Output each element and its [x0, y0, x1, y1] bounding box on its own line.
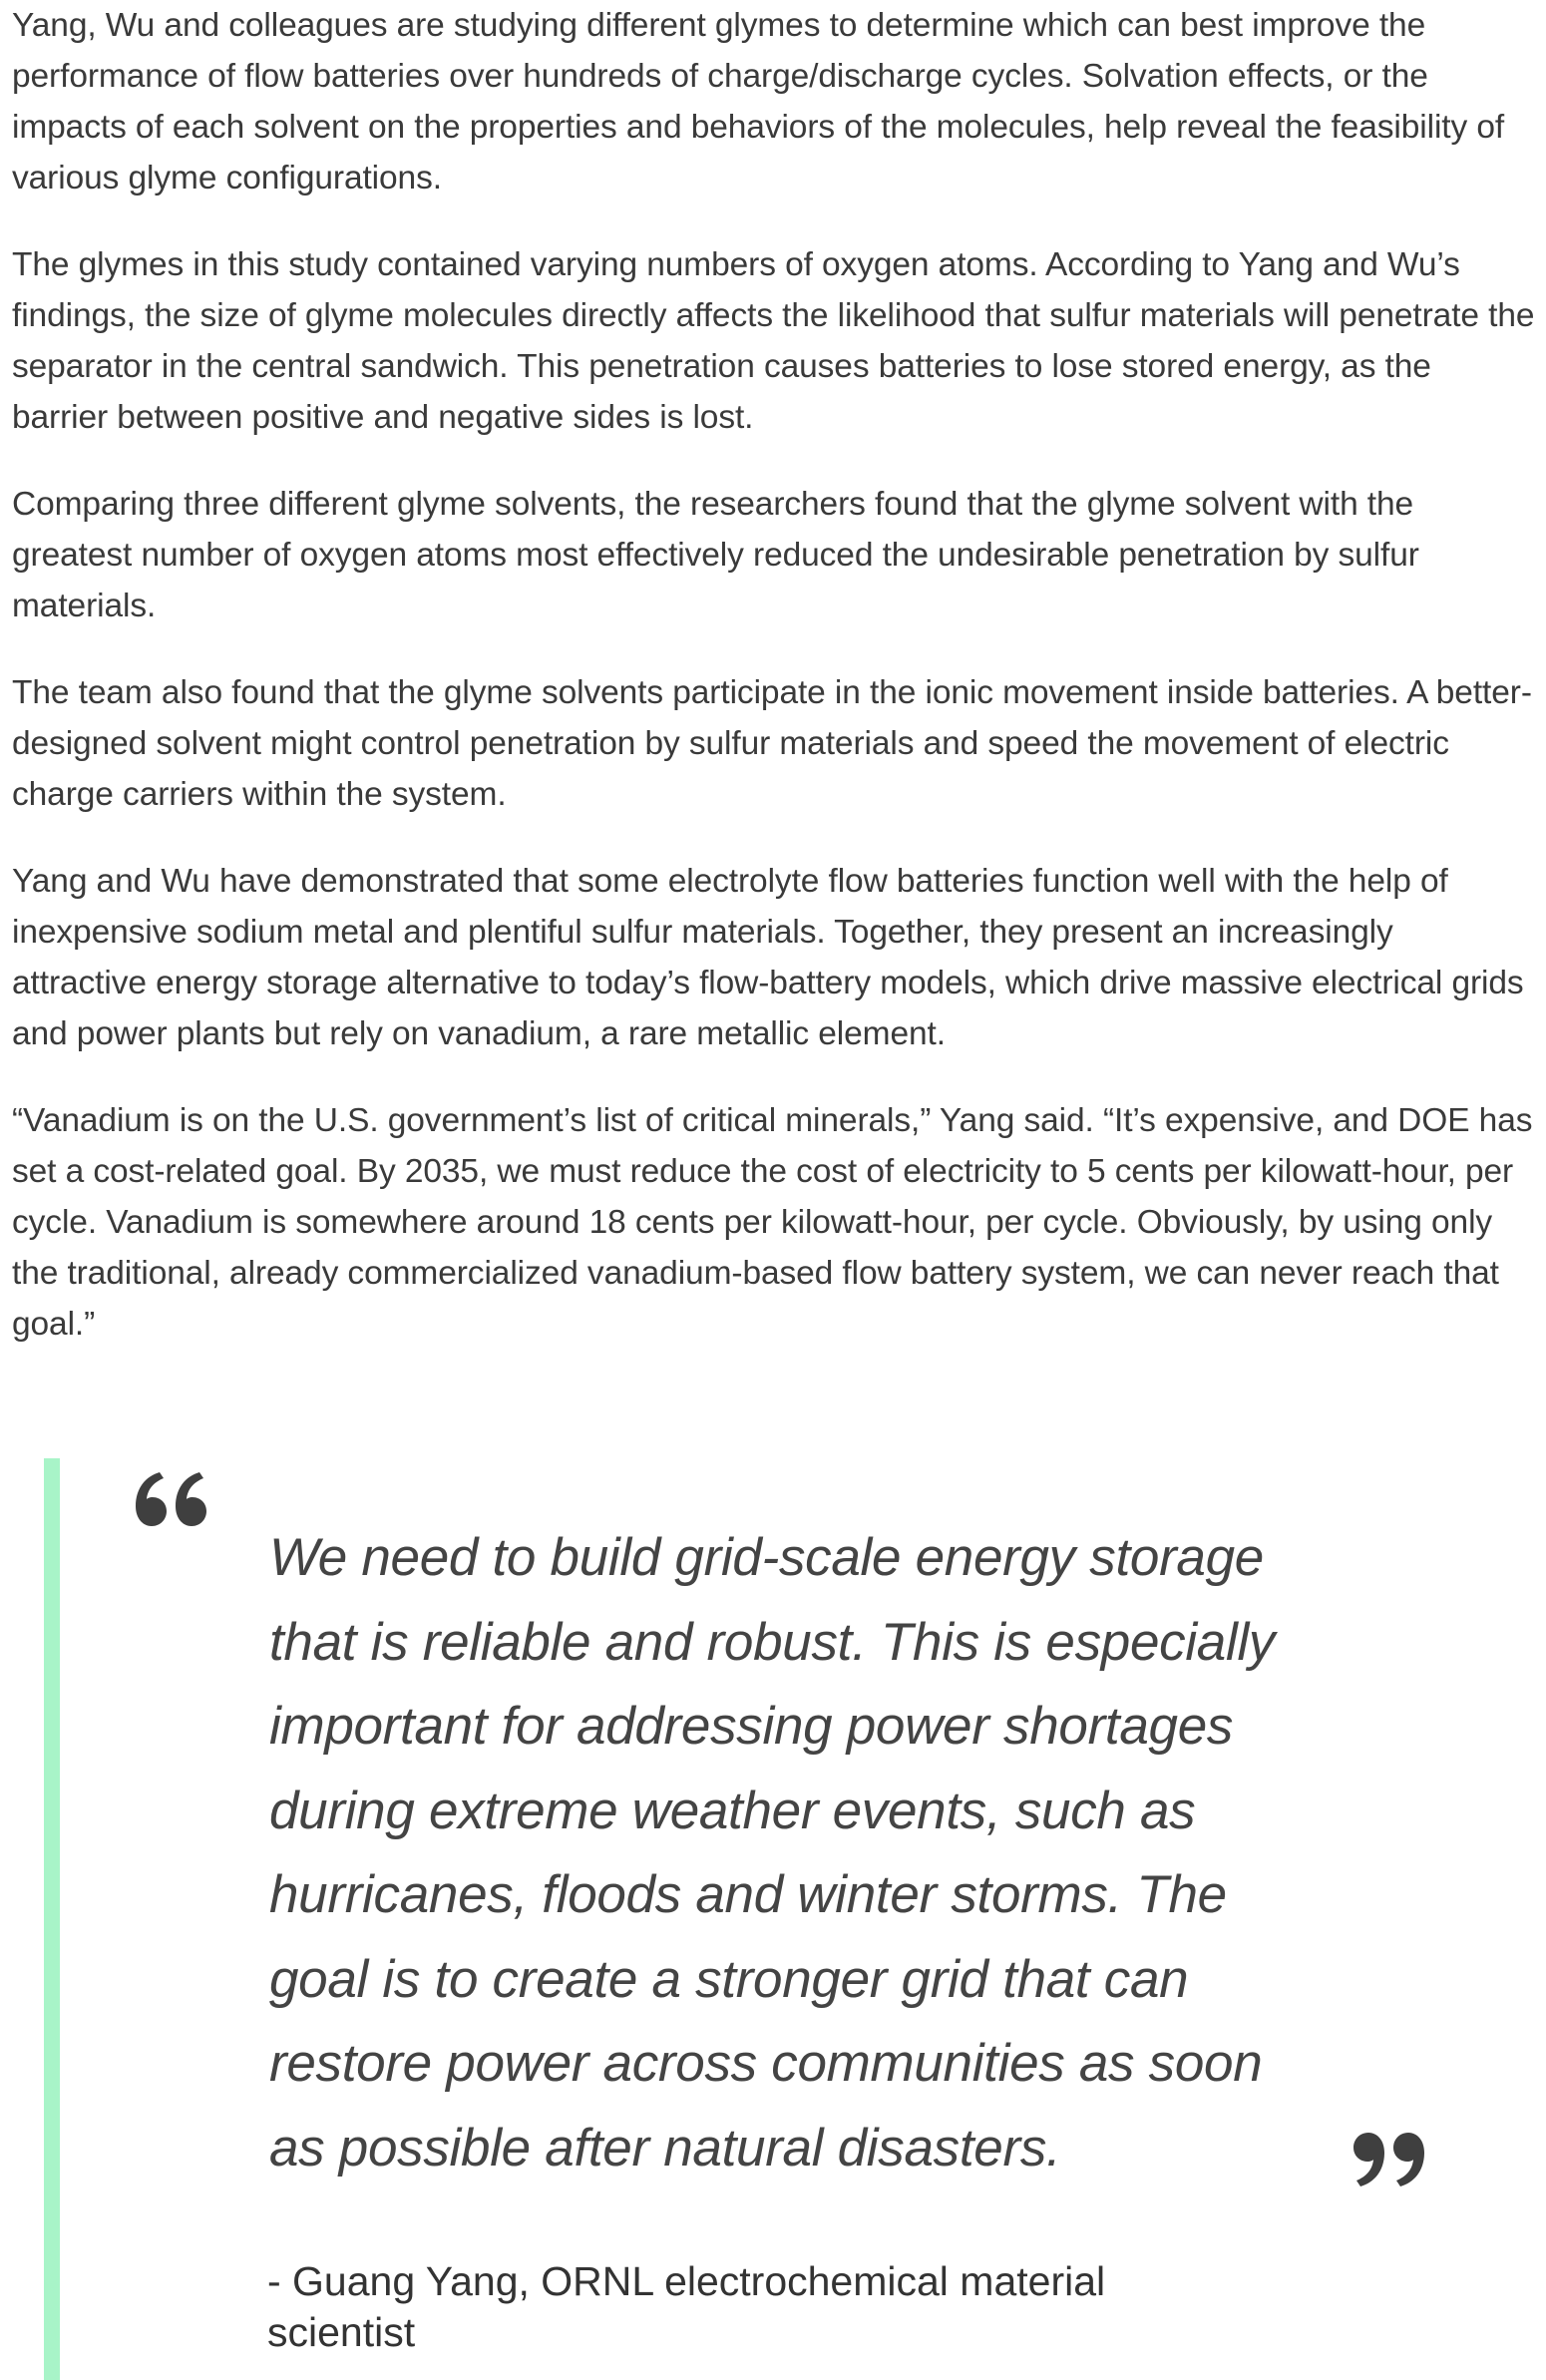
close-quote-icon — [1347, 2121, 1436, 2200]
paragraph-5: Yang and Wu have demonstrated that some electrolyte flow batteries function well with the help of inexpensive sodium metal and plentiful sulfur materials. Together, they present an increasingly attractive energy storage alternative to today’s flow-battery models, which drive massive electrical grids and power plants but rely on vanadium, a rare metallic element. — [12, 863, 1524, 1052]
open-quote-icon — [124, 1458, 213, 1538]
quote-accent-bar — [44, 1458, 60, 2380]
paragraph-6: “Vanadium is on the U.S. government’s list of critical minerals,” Yang said. “It’s expensive, and DOE has set a cost-related goal. By 2035, we must reduce the cost of electricity to 5 cents per kilowatt-hour, per cycle. Vanadium is somewhere around 18 cents per kilowatt-hour, per cycle. Obviously, by using only the traditional, already commercialized vanadium-based flow battery system, we can never reach that goal.” — [12, 1102, 1533, 1343]
article-body — [12, 0, 1536, 1350]
paragraph-3: Comparing three different glyme solvents, the researchers found that the glyme solvent with the greatest number of oxygen atoms most effectively reduced the undesirable penetration by sulfur materials. — [12, 486, 1419, 624]
paragraph-1: Yang, Wu and colleagues are studying different glymes to determine which can best improve the performance of flow batteries over hundreds of charge/discharge cycles. Solvation effects, or the impacts of each solvent on the properties and behaviors of the molecules, help reveal the feasibility of various glyme configurations. — [12, 7, 1505, 197]
paragraph-2: The glymes in this study contained varying numbers of oxygen atoms. According to Yang and Wu’s findings, the size of glyme molecules directly affects the likelihood that sulfur materials will penetrate the separator in the central sandwich. This penetration causes batteries to lose stored energy, as the barrier between positive and negative sides is lost. — [12, 246, 1535, 436]
pull-quote-attribution: - Guang Yang, ORNL electrochemical material scientist — [267, 2258, 1106, 2355]
paragraph-4: The team also found that the glyme solvents participate in the ionic movement inside batteries. A better-designed solvent might control penetration by sulfur materials and speed the movement of electric charge carriers within the system. — [12, 674, 1532, 813]
pull-quote-text: We need to build grid-scale energy storage that is reliable and robust. This is especially important for addressing power shortages during extreme weather events, such as hurricanes, floods and winter storms. The goal is to create a stronger grid that can restore power across communities as soon as possible after natural disasters. — [269, 1528, 1276, 2178]
